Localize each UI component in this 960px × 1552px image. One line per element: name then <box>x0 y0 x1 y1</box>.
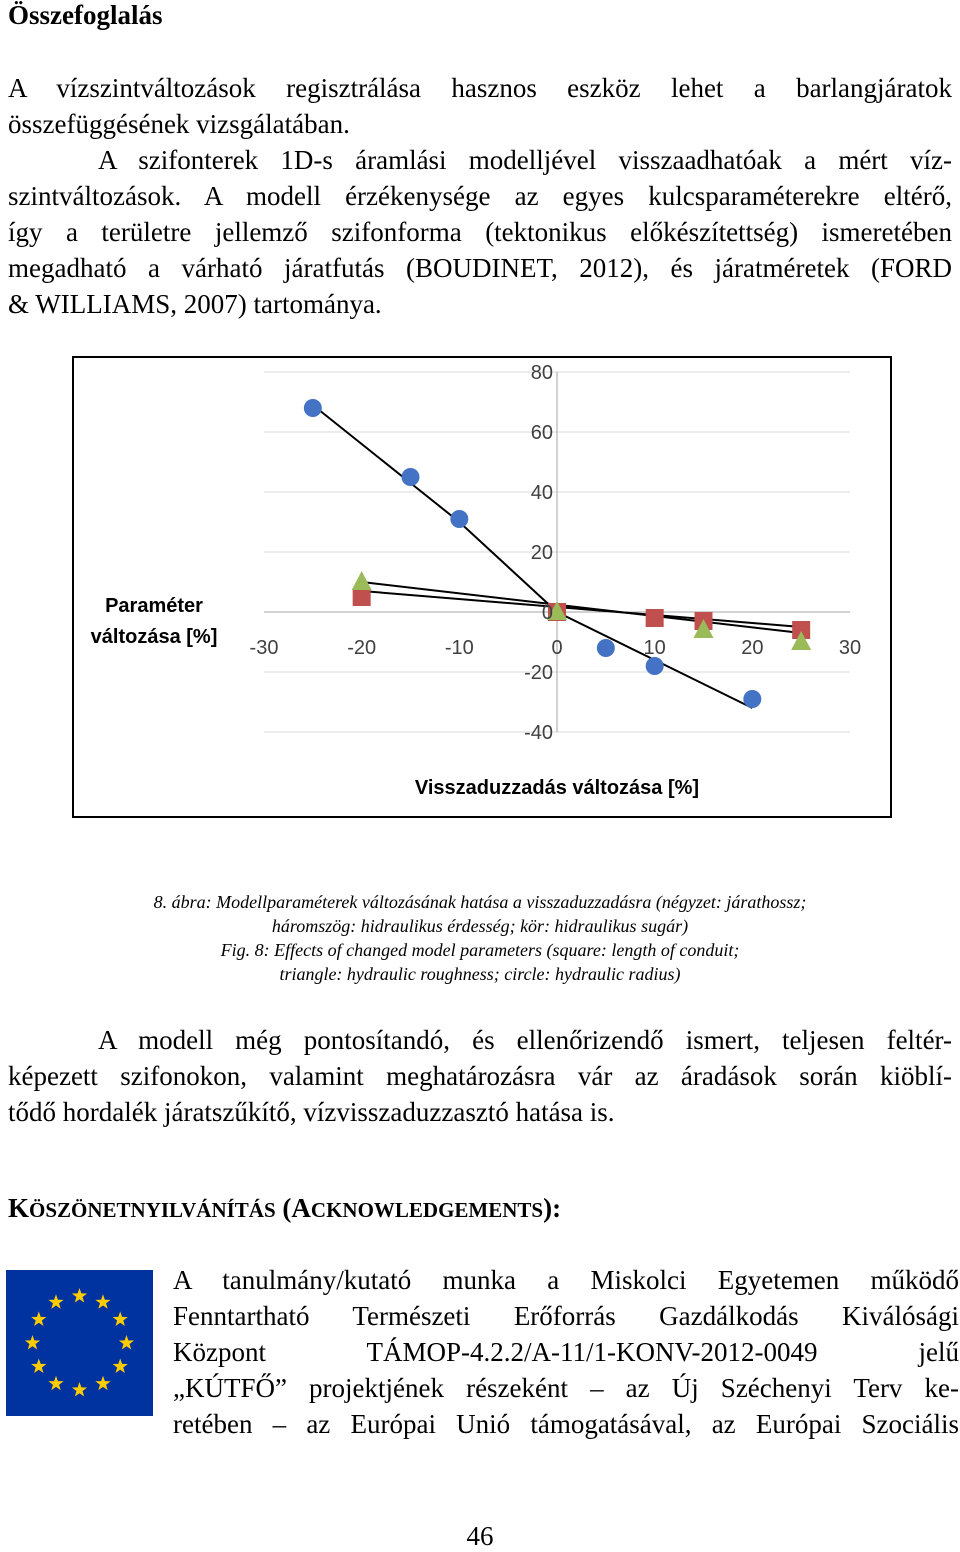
x-tick-label: 20 <box>741 637 764 659</box>
summary-paragraph <box>8 70 952 322</box>
y-tick-label: 60 <box>530 422 553 444</box>
y-axis-title: Paraméter változása [%] <box>90 595 218 648</box>
data-point-circle <box>743 690 761 708</box>
x-tick-label: 10 <box>643 637 666 659</box>
text-line: Fenntartható Természeti Erőforrás Gazdálkodás Kiválósági <box>173 1301 959 1331</box>
page-number: 46 <box>466 1521 494 1551</box>
chart-frame <box>72 356 892 818</box>
caption-line: háromszög: hidraulikus érdesség; kör: hidraulikus sugár) <box>271 916 689 936</box>
y-tick-label: -20 <box>524 662 553 684</box>
text-line: A modell még pontosítandó, és ellenőrizendő ismert, teljesen feltér- <box>98 1025 952 1055</box>
data-point-circle <box>402 468 420 486</box>
text-line: szintváltozások. A modell érzékenysége az egyes kulcsparaméterekre eltérő, <box>8 181 952 211</box>
x-tick-label: -30 <box>249 637 279 659</box>
eu-flag-logo <box>6 1270 153 1416</box>
acknowledgement-text <box>173 1262 959 1442</box>
x-tick-label: -20 <box>347 637 377 659</box>
text-line: megadható a várható járatfutás (BOUDINET, 2012), és járatméretek (FORD <box>8 253 952 283</box>
text-line: tődő hordalék járatszűkítő, vízvisszaduzzasztó hatása is. <box>8 1097 615 1127</box>
text-line: így a területre jellemző szifonforma (tektonikus előkészítettség) ismeretében <box>8 217 952 247</box>
y-tick-label: 20 <box>530 542 553 564</box>
section-heading: Összefoglalás <box>8 0 163 30</box>
caption-line: Fig. 8: Effects of changed model parameters (square: length of conduit; <box>220 940 740 960</box>
text-line: Központ TÁMOP-4.2.2/A-11/1-KONV-2012-0049 jelű <box>173 1337 959 1367</box>
text-line: A szifonterek 1D-s áramlási modelljével visszaadhatóak a mért víz- <box>98 145 952 175</box>
conclusion-paragraph <box>8 1022 952 1130</box>
data-point-square <box>646 609 664 627</box>
x-tick-label: 30 <box>838 637 862 659</box>
data-point-circle <box>597 639 615 657</box>
text-line: „KÚTFŐ” projektjének részeként – az Új Széchenyi Terv ke- <box>173 1373 959 1403</box>
text-line: A vízszintváltozások regisztrálása hasznos eszköz lehet a barlangjáratok <box>8 73 952 103</box>
acknowledgement-heading: KÖSZÖNETNYILVÁNÍTÁS (ACKNOWLEDGEMENTS): <box>8 1193 562 1223</box>
x-tick-label: 0 <box>551 637 563 659</box>
y-tick-label: 0 <box>541 602 553 624</box>
data-point-circle <box>646 657 664 675</box>
trendline <box>362 591 802 627</box>
x-tick-label: -10 <box>444 637 474 659</box>
y-tick-label: 80 <box>530 362 553 384</box>
data-point-circle <box>450 510 468 528</box>
text-line: képezett szifonokon, valamint meghatározásra vár az áradások során kiöblí- <box>8 1061 952 1091</box>
data-point-square <box>353 588 371 606</box>
trendline <box>362 582 802 633</box>
x-axis-title: Visszaduzzadás változása [%] <box>414 777 700 799</box>
scatter-chart <box>74 358 890 816</box>
text-line: retében – az Európai Unió támogatásával, az Európai Szociális <box>173 1409 959 1439</box>
data-point-circle <box>304 399 322 417</box>
caption-line: 8. ábra: Modellparaméterek változásának hatása a visszaduzzadásra (négyzet: járathossz; <box>153 892 807 912</box>
y-tick-label: 40 <box>530 482 553 504</box>
figure-caption-hu <box>0 890 960 938</box>
caption-line: triangle: hydraulic roughness; circle: hydraulic radius) <box>279 964 681 984</box>
text-line: összefüggésének vizsgálatában. <box>8 109 350 139</box>
data-point-triangle <box>352 571 372 590</box>
text-line: A tanulmány/kutató munka a Miskolci Egyetemen működő <box>173 1265 959 1295</box>
figure-caption-en <box>0 938 960 986</box>
text-line: & WILLIAMS, 2007) tartománya. <box>8 289 382 319</box>
y-tick-label: -40 <box>524 722 553 744</box>
